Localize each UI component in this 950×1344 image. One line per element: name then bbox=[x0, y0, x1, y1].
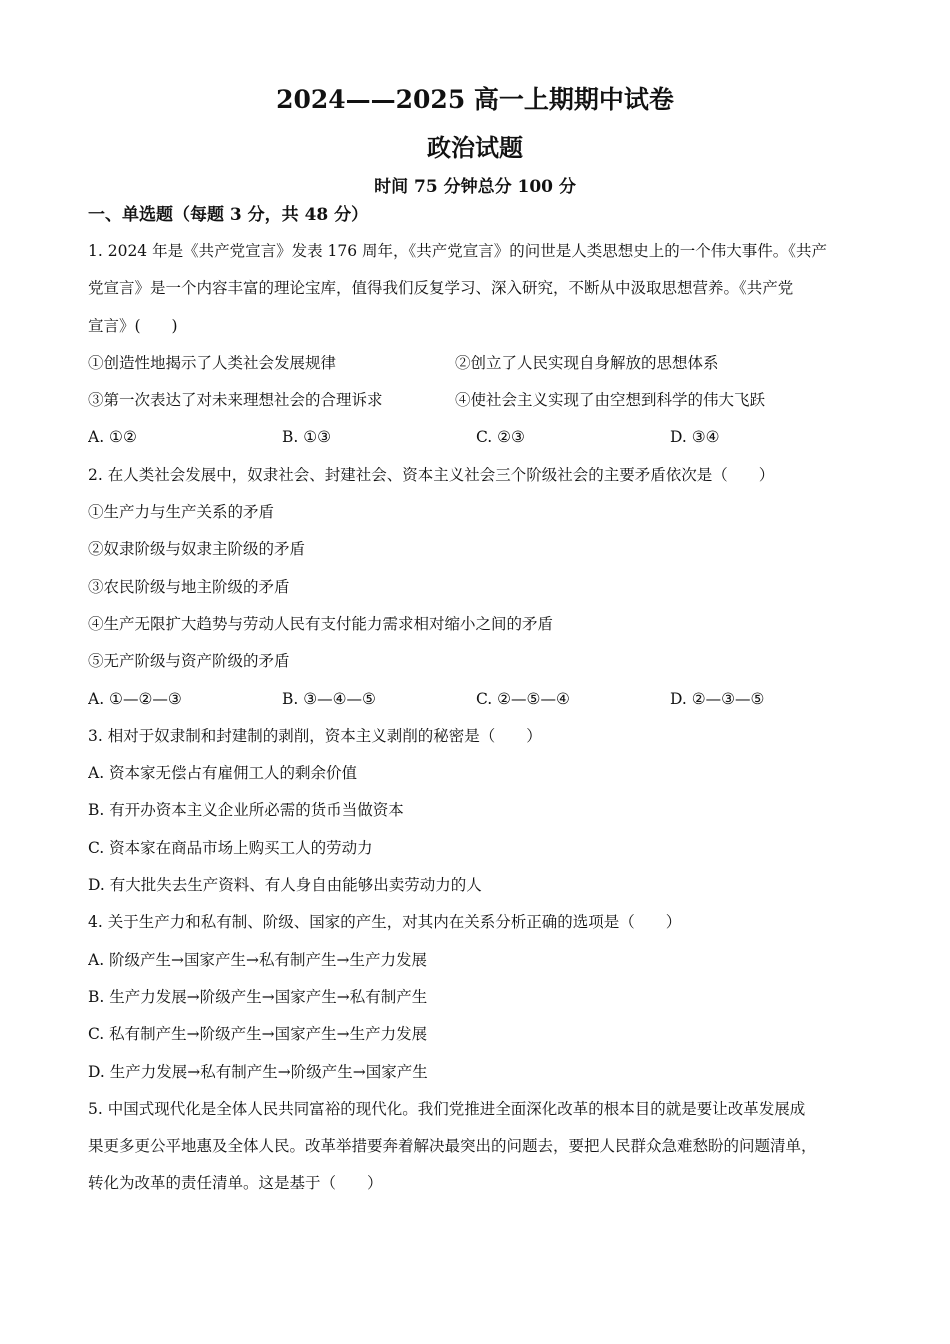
question-2-statement-4: ④生产无限扩大趋势与劳动人民有支付能力需求相对缩小之间的矛盾 bbox=[88, 614, 554, 633]
subject-title: 政治试题 bbox=[427, 133, 523, 162]
question-2-statement-3: ③农民阶级与地主阶级的矛盾 bbox=[88, 577, 290, 596]
exam-meta: 时间 75 分钟总分 100 分 bbox=[374, 177, 576, 197]
question-2-options bbox=[88, 681, 880, 718]
question-3 bbox=[88, 718, 880, 904]
questions-body bbox=[88, 233, 880, 1203]
question-4-stem-line-1: 4. 关于生产力和私有制、阶级、国家的产生，对其内在关系分析正确的选项是（ ） bbox=[88, 913, 682, 932]
question-1-statement-4: ④使社会主义实现了由空想到科学的伟大飞跃 bbox=[455, 391, 766, 410]
question-5-stem-line-1: 5. 中国式现代化是全体人民共同富裕的现代化。我们党推进全面深化改革的根本目的就是要让改革发展成 bbox=[88, 1099, 806, 1118]
question-1-option-a[interactable]: A. ①② bbox=[88, 428, 137, 447]
question-2-option-a[interactable]: A. ①—②—③ bbox=[88, 689, 182, 708]
question-4 bbox=[88, 904, 880, 1090]
question-2-option-b[interactable]: B. ③—④—⑤ bbox=[282, 689, 376, 708]
question-1-stem-line-2: 党宣言》是一个内容丰富的理论宝库，值得我们反复学习、深入研究，不断从中汲取思想营养。《共产党 bbox=[88, 279, 794, 298]
question-2 bbox=[88, 457, 880, 718]
exam-title: 2024——2025 高一上期期中试卷 bbox=[276, 85, 674, 114]
question-3-option-d[interactable]: D. 有大批失去生产资料、有人身自由能够出卖劳动力的人 bbox=[88, 876, 482, 895]
question-2-statement-1: ①生产力与生产关系的矛盾 bbox=[88, 503, 275, 522]
section-heading: 一、单选题（每题 3 分，共 48 分） bbox=[88, 205, 369, 225]
question-3-option-c[interactable]: C. 资本家在商品市场上购买工人的劳动力 bbox=[88, 838, 373, 857]
question-1-statements-row-2 bbox=[88, 382, 880, 419]
question-1-stem-line-1: 1. 2024 年是《共产党宣言》发表 176 周年，《共产党宣言》的问世是人类思想史上的一个伟大事件。《共产 bbox=[88, 242, 828, 260]
question-1-statement-3: ③第一次表达了对未来理想社会的合理诉求 bbox=[88, 391, 383, 410]
question-4-option-a[interactable]: A. 阶级产生→国家产生→私有制产生→生产力发展 bbox=[88, 950, 428, 969]
question-1-stem-line-3: 宣言》( ) bbox=[88, 316, 178, 335]
question-3-option-b[interactable]: B. 有开办资本主义企业所必需的货币当做资本 bbox=[88, 801, 404, 820]
question-1-options bbox=[88, 419, 880, 456]
question-1-statements-row-1 bbox=[88, 345, 880, 382]
question-1 bbox=[88, 233, 880, 457]
question-2-option-d[interactable]: D. ②—③—⑤ bbox=[670, 689, 765, 708]
question-4-option-d[interactable]: D. 生产力发展→私有制产生→阶级产生→国家产生 bbox=[88, 1062, 428, 1081]
question-4-option-b[interactable]: B. 生产力发展→阶级产生→国家产生→私有制产生 bbox=[88, 987, 428, 1006]
question-2-statement-2: ②奴隶阶级与奴隶主阶级的矛盾 bbox=[88, 540, 306, 559]
question-5 bbox=[88, 1091, 880, 1203]
question-5-stem-line-3: 转化为改革的责任清单。这是基于（ ） bbox=[88, 1174, 383, 1193]
question-2-statement-5: ⑤无产阶级与资产阶级的矛盾 bbox=[88, 652, 290, 671]
question-5-stem-line-2: 果更多更公平地惠及全体人民。改革举措要奔着解决最突出的问题去，要把人民群众急难愁盼的问题清单， bbox=[88, 1137, 817, 1156]
question-1-option-d[interactable]: D. ③④ bbox=[670, 428, 720, 447]
question-1-statement-1: ①创造性地揭示了人类社会发展规律 bbox=[88, 353, 337, 372]
question-4-option-c[interactable]: C. 私有制产生→阶级产生→国家产生→生产力发展 bbox=[88, 1025, 428, 1044]
question-1-statement-2: ②创立了人民实现自身解放的思想体系 bbox=[455, 353, 719, 372]
question-1-option-c[interactable]: C. ②③ bbox=[476, 428, 525, 447]
question-2-stem-line-1: 2. 在人类社会发展中，奴隶社会、封建社会、资本主义社会三个阶级社会的主要矛盾依次是（ ） bbox=[88, 465, 775, 484]
question-3-stem-line-1: 3. 相对于奴隶制和封建制的剥削，资本主义剥削的秘密是（ ） bbox=[88, 726, 542, 745]
question-3-option-a[interactable]: A. 资本家无偿占有雇佣工人的剩余价值 bbox=[88, 764, 358, 783]
question-1-option-b[interactable]: B. ①③ bbox=[282, 428, 332, 447]
question-2-option-c[interactable]: C. ②—⑤—④ bbox=[476, 689, 570, 708]
